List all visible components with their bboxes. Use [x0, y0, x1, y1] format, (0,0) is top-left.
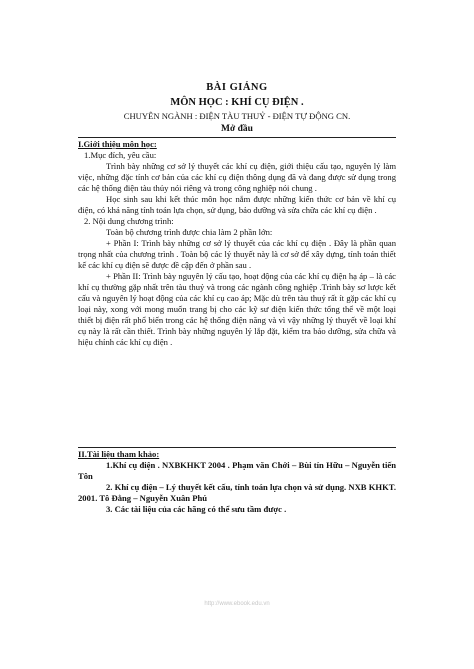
- reference-3: 3. Các tài liệu của các hãng có thể sưu tầm được .: [106, 504, 287, 514]
- reference-1: 1.Khí cụ điện . NXBKHKT 2004 . Phạm văn Chới – Bùi tín Hữu – Nguyễn tiến Tôn: [78, 460, 396, 481]
- purpose-paragraph-2: Học sinh sau khi kết thúc môn học nắm được những kiến thức cơ bản về khí cụ điện, có khả năng tính toán lựa chọn, sử dụng, bảo dưỡng và sửa chữa các khí cụ điện .: [78, 194, 396, 215]
- middle-divider: [78, 447, 396, 448]
- purpose-paragraph-1: Trình bày những cơ sở lý thuyết các khí cụ điện, giới thiệu cấu tạo, nguyên lý làm việc, những đặc tính cơ bản của các khí cụ điện thông dụng đã và đang được sử dụng trong các hệ thống điện tàu thủy nói riêng và trong công nghiệp nói chung .: [78, 161, 396, 193]
- subject-title: MÔN HỌC : KHÍ CỤ ĐIỆN .: [170, 97, 304, 108]
- lecture-title: BÀI GIẢNG: [206, 82, 268, 93]
- section-2-heading: II.Tài liệu tham khảo:: [78, 449, 160, 459]
- top-divider: [78, 137, 396, 138]
- intro-heading: Mở đầu: [221, 124, 253, 134]
- section-2: [78, 449, 396, 515]
- section-1-heading: I.Giới thiệu môn học:: [78, 139, 157, 149]
- watermark-url: http://www.ebook.edu.vn: [204, 601, 270, 607]
- major-line: CHUYÊN NGÀNH : ĐIỆN TÀU THUỶ - ĐIỆN TỰ ĐỘNG CN.: [123, 111, 351, 121]
- subsection-content: 2. Nội dung chương trình:: [84, 216, 174, 226]
- section-1: [78, 139, 396, 348]
- reference-2: 2. Khí cụ điện – Lý thuyết kết cấu, tính toán lựa chọn và sử dụng. NXB KHKT. 2001. Tô Đằng – Nguyễn Xuân Phú: [78, 482, 396, 503]
- content-paragraph-intro: Toàn bộ chương trình được chia làm 2 phần lớn:: [106, 227, 273, 237]
- subsection-purpose: 1.Mục đích, yêu cầu:: [84, 150, 157, 160]
- content-part-2: + Phần II: Trình bày nguyên lý cấu tạo, hoạt động của các khí cụ điện hạ áp – là các khí cụ thường gặp nhất trên tàu thuỷ và trong các ngành công nghiệp .Trình bày sơ lược kết cấu và nguyên lý hoạt động của các khí cụ cao áp; Mặc dù trên tàu thuỷ rất ít gặp các khí cụ loại này, xong với mong muốn trang bị cho các kỹ sư điện kiến thức tổng thể về một loại thiết bị điện rất phổ biến trong các hệ thống điện năng và vì vậy những lý thuyết về loại khí cụ này là rất cần thiết. Trình bày những nguyên lý lắp đặt, kiểm tra bảo dưỡng, sửa chữa và hiệu chỉnh các khí cụ điện .: [78, 271, 396, 347]
- content-part-1: + Phần I: Trình bày những cơ sở lý thuyết của các khí cụ điện . Đây là phần quan trọng nhất của chương trình . Toàn bộ các lý thuyết này là cơ sở để xây dựng, tính toán thiết kế các khí cụ điện sẽ được đề cập đến ở phần sau .: [78, 238, 396, 270]
